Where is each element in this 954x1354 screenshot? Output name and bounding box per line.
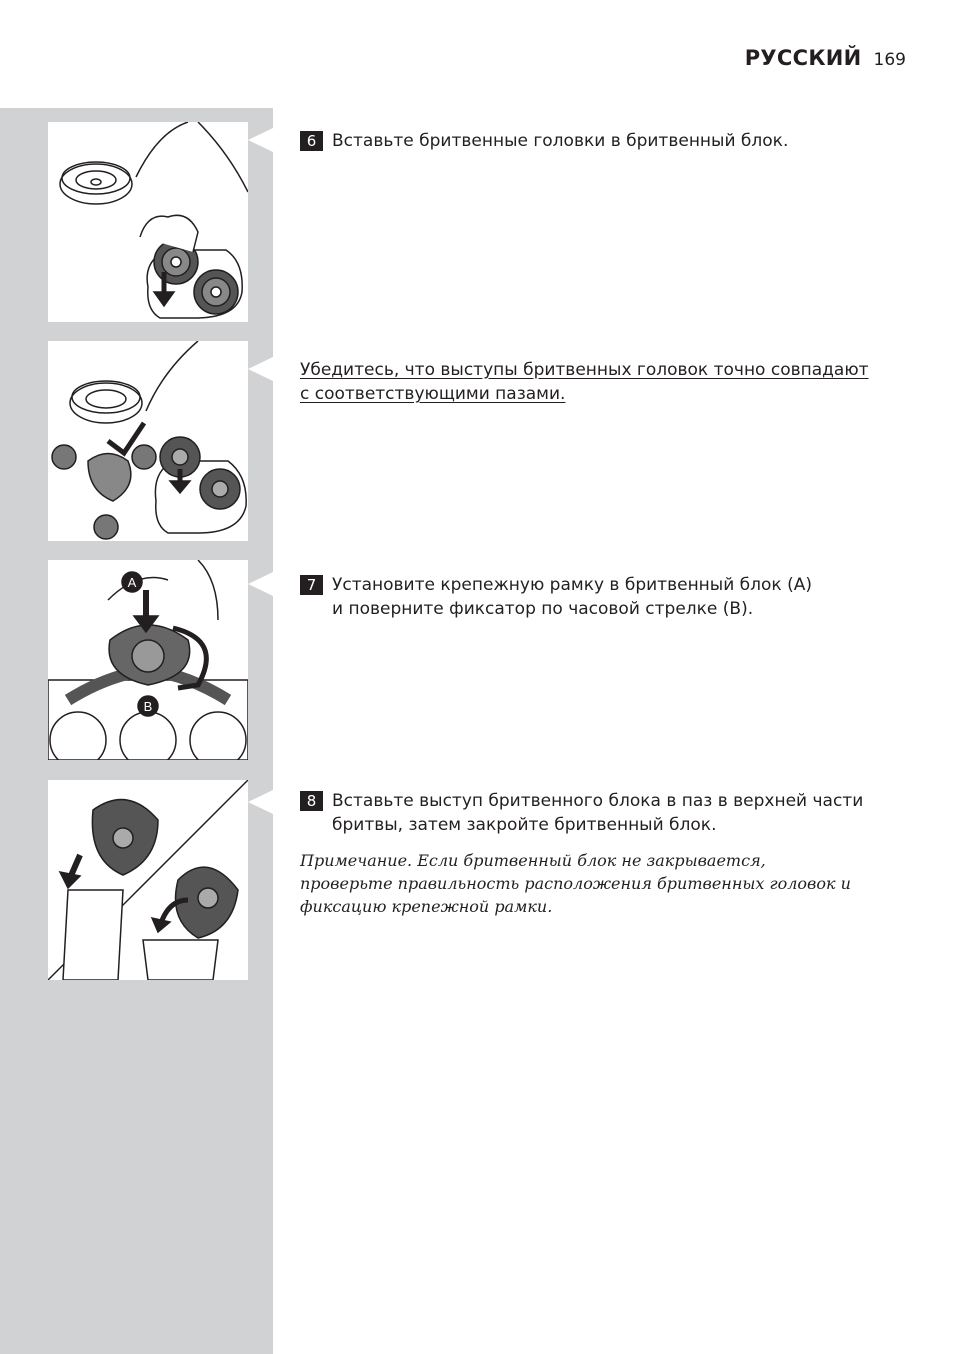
step-8 (300, 789, 880, 837)
step-text-line-2: и поверните фиксатор по часовой стрелке (B). (332, 599, 754, 619)
step-text-line-1: Установите крепежную рамку в бритвенный блок (A) (332, 575, 812, 595)
note-text: Примечание. Если бритвенный блок не закрывается, проверьте правильность расположения бритвенных головок и фиксацию крепежной рамки. (300, 851, 851, 916)
step-8-block (300, 789, 880, 918)
step-text: Вставьте бритвенные головки в бритвенный блок. (332, 131, 789, 151)
step-7 (300, 573, 880, 621)
step-number: 8 (300, 791, 323, 811)
step-text-line-2: бритвы, затем закройте бритвенный блок. (332, 815, 717, 835)
step-6 (300, 129, 880, 153)
label-b: B (143, 699, 153, 714)
callout-notch (248, 128, 273, 152)
step-number: 6 (300, 131, 323, 151)
figure-insert-heads (48, 122, 248, 322)
page-number: 169 (873, 50, 906, 70)
callout-notch (248, 572, 273, 596)
step-number: 7 (300, 575, 323, 595)
alignment-check-text: Убедитесь, что выступы бритвенных головок точно совпадают с соответствующими пазами. (300, 360, 869, 404)
figure-close-unit (48, 780, 248, 980)
figure-retaining-frame (48, 560, 248, 760)
step-text-line-1: Вставьте выступ бритвенного блока в паз в верхней части (332, 791, 864, 811)
language-title: РУССКИЙ (744, 46, 862, 70)
label-a: A (127, 575, 137, 590)
page-header (745, 46, 906, 70)
callout-notch (248, 357, 273, 381)
callout-notch (248, 790, 273, 814)
figure-check-alignment (48, 341, 248, 541)
